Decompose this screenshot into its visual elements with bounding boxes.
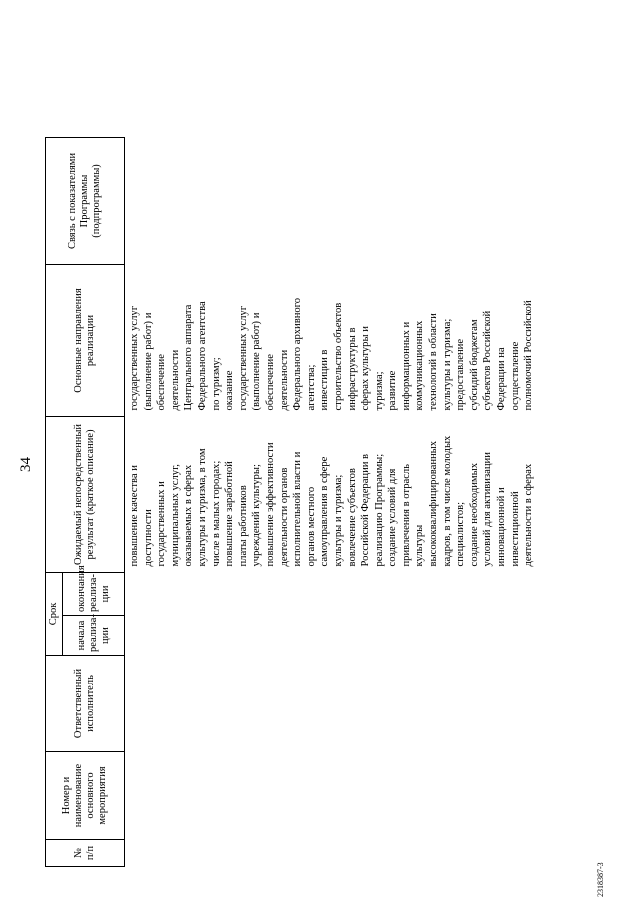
directions-line: технологий в области (428, 313, 440, 411)
directions-cell (125, 264, 536, 416)
directions-line: государственных услуг (129, 305, 140, 411)
result-line: инвестиционной (509, 491, 521, 567)
directions-line: развитие (387, 370, 399, 411)
directions-line: Центрального аппарата (183, 304, 195, 411)
header-term: Срок (46, 572, 63, 655)
header-link: Связь с показателями Программы (подпрограммы) (46, 137, 125, 264)
directions-line: деятельности (169, 349, 181, 411)
directions-line: коммуникационных (414, 320, 426, 411)
result-line: исполнительной власти и (292, 451, 304, 567)
result-line: культуры и туризма; (332, 474, 344, 567)
directions-line: деятельности (278, 349, 290, 411)
result-line: деятельности органов (278, 467, 290, 567)
result-line: условий для активизации (482, 452, 494, 567)
header-measure-name: Номер и наименование основного мероприятия (46, 752, 125, 840)
directions-line: Федерального архивного (292, 297, 304, 411)
directions-line: обеспечение (264, 354, 276, 411)
result-cell (125, 416, 536, 572)
directions-line: Федерального агентства (196, 301, 208, 411)
result-line: высококвалифицированных (428, 440, 440, 567)
directions-line: Федерации на (496, 347, 508, 411)
result-line: привлечения в отрасль (400, 463, 412, 567)
header-directions: Основные направления реализации (46, 264, 125, 416)
result-line: создание необходимых (468, 462, 480, 567)
result-line: инновационной и (496, 487, 508, 567)
result-line: Российской Федерации в (360, 453, 372, 567)
directions-line: государственных услуг (237, 305, 249, 411)
directions-line: (выполнение работ) и (251, 312, 263, 411)
directions-line: строительство объектов (332, 302, 344, 411)
directions-line: предоставление (455, 338, 467, 411)
result-line: создание условий для (387, 468, 399, 567)
directions-line: оказание (224, 370, 236, 411)
header-result: Ожидаемый непосредственный результат (краткое описание) (46, 416, 125, 572)
result-line: деятельности в сферах (523, 463, 535, 567)
header-executor: Ответственный исполнитель (46, 656, 125, 752)
directions-line: агентства; (305, 364, 317, 411)
result-line: самоуправления в сфере (319, 456, 331, 567)
result-line: органов местного (305, 486, 317, 567)
directions-line: по туризму; (210, 357, 222, 411)
header-term-end: окончания реализа-ции (63, 572, 125, 615)
directions-line: информационных и (400, 321, 412, 411)
result-line: учреждений культуры; (251, 464, 263, 567)
result-line: реализацию Программы; (373, 453, 385, 567)
result-line: вовлечение субъектов (346, 468, 358, 567)
result-line: культуры (414, 524, 426, 567)
result-line: платы работников (237, 485, 249, 567)
result-line: доступности (142, 509, 154, 567)
directions-line: культуры и туризма; (441, 318, 453, 411)
measures-table (45, 41, 536, 867)
directions-line: инфраструктуры в (346, 327, 358, 411)
directions-line: полномочий Российской (523, 300, 535, 411)
directions-line: (выполнение работ) и (142, 312, 154, 411)
directions-line: осуществление (509, 341, 521, 411)
directions-line: субъектов Российской (482, 310, 494, 411)
result-line: муниципальных услуг, (169, 464, 181, 567)
result-line: специалистов; (455, 501, 467, 567)
result-line: повышение эффективности (264, 442, 276, 567)
result-line: государственных и (156, 481, 168, 567)
result-line: числе в малых городах; (210, 460, 222, 567)
header-term-start: начала реализа-ции (63, 616, 125, 656)
header-num: № п/п (46, 840, 125, 867)
document-code: 2318387-3 (596, 862, 605, 897)
result-line: повышение качества и (129, 465, 140, 567)
directions-line: туризма; (373, 371, 385, 411)
directions-line: инвестиции в (319, 349, 331, 411)
directions-line: сферах культуры и (360, 326, 372, 411)
page-number: 34 (18, 457, 34, 472)
result-line: культуры и туризма, в том (196, 448, 208, 567)
directions-line: обеспечение (156, 354, 168, 411)
directions-line: субсидий бюджетам (468, 319, 480, 411)
result-line: повышение заработной (224, 461, 236, 567)
result-line: оказываемых в сферах (183, 464, 195, 567)
result-line: кадров, в том числе молодых (441, 435, 453, 567)
